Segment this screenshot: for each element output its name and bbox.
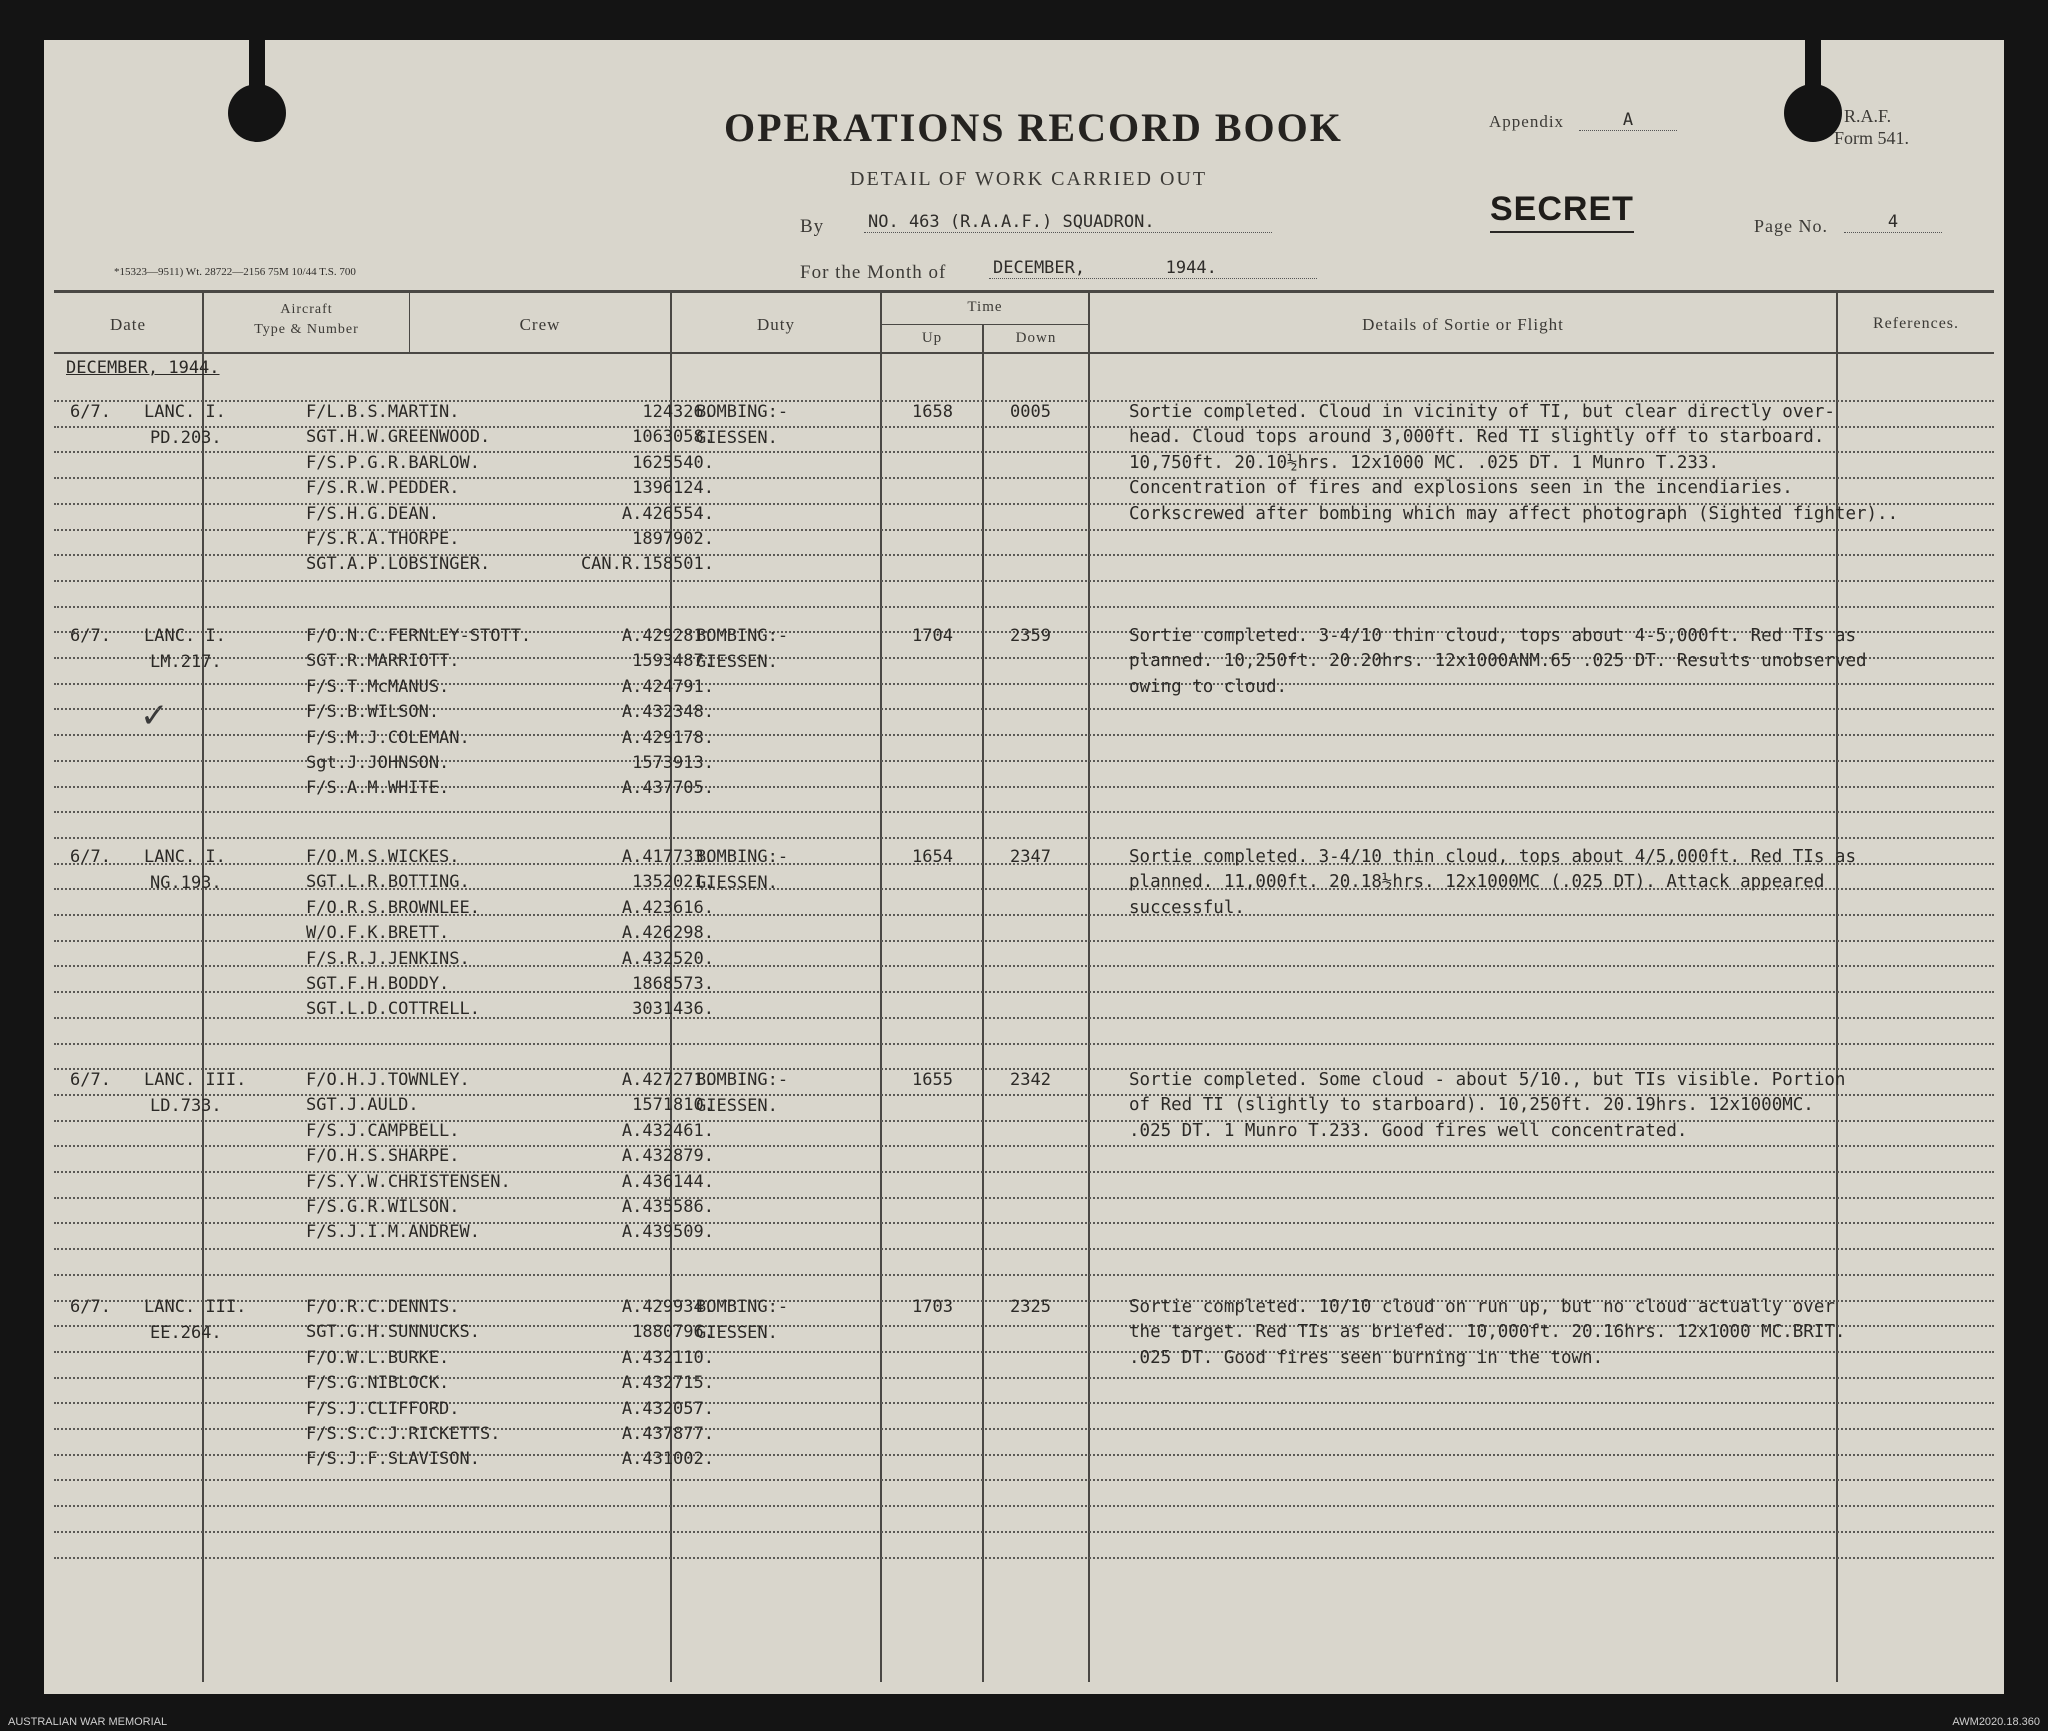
crew-name: F/S.R.A.THORPE.: [306, 529, 460, 549]
ruled-line: [54, 1043, 1994, 1045]
raf-label: R.A.F.: [1844, 106, 1892, 126]
time-subrule: [880, 324, 1088, 325]
sortie-detail-line: Sortie completed. 10/10 cloud on run up, but no cloud actually over: [1129, 1297, 1835, 1317]
crew-name: F/S.S.C.J.RICKETTS.: [306, 1424, 501, 1444]
crew-service-number: A.426298.: [621, 923, 714, 944]
crew-name: F/S.J.CLIFFORD.: [306, 1398, 460, 1419]
crew-name: SGT.F.H.BODDY.: [306, 974, 450, 994]
aircraft-type: LANC. I.: [144, 402, 226, 422]
crew-name: SGT.A.P.LOBSINGER.: [306, 554, 491, 575]
ruled-line: [54, 606, 1994, 608]
crew-service-number: 1352021.: [632, 872, 714, 893]
crew-name: F/S.J.I.M.ANDREW.: [306, 1222, 480, 1243]
sortie-detail-line: .025 DT. Good fires seen burning in the town.: [1129, 1347, 1604, 1368]
col-line-down: [1088, 292, 1090, 1682]
footer-left: AUSTRALIAN WAR MEMORIAL: [8, 1716, 168, 1728]
sortie-detail-line: Sortie completed. 3-4/10 thin cloud, tops about 4-5,000ft. Red TIs as: [1129, 626, 1856, 646]
crew-name: W/O.F.K.BRETT.: [306, 923, 450, 944]
form-subtitle: DETAIL OF WORK CARRIED OUT: [850, 168, 1208, 190]
sortie-detail-line: the target. Red TIs as briefed. 10,000ft. 20.16hrs. 12x1000 MC.BRIT.: [1129, 1322, 1846, 1343]
duty-line1: BOMBING:-: [696, 1297, 789, 1317]
ruled-line: [54, 1274, 1994, 1276]
crew-name: F/O.R.S.BROWNLEE.: [306, 897, 480, 918]
crew-service-number: 1897902.: [632, 529, 714, 549]
ruled-line: [54, 1248, 1994, 1250]
duty-line2: GIESSEN.: [696, 1096, 778, 1116]
crew-service-number: A.424791.: [621, 676, 714, 697]
crew-name: F/O.H.J.TOWNLEY.: [306, 1070, 470, 1090]
ruled-line: [54, 580, 1994, 582]
col-duty: Duty: [757, 315, 795, 334]
sortie-detail-line: .025 DT. 1 Munro T.233. Good fires well concentrated.: [1129, 1120, 1688, 1141]
crew-service-number: A.435586.: [621, 1197, 714, 1217]
crew-name: F/S.B.WILSON.: [306, 702, 440, 723]
aircraft-number: LM.217.: [150, 652, 222, 672]
crew-service-number: A.432461.: [621, 1120, 714, 1141]
ruled-line: [54, 1557, 1994, 1559]
crew-name: F/S.M.J.COLEMAN.: [306, 727, 470, 748]
crew-name: F/O.R.C.DENNIS.: [306, 1297, 460, 1317]
sortie-detail-line: Corkscrewed after bombing which may affect photograph (Sighted fighter)..: [1129, 503, 1899, 524]
col-aircraft-line2: Type & Number: [254, 322, 359, 337]
page-field: 4: [1844, 212, 1942, 233]
crew-service-number: A.429281.: [621, 626, 714, 646]
duty-line1: BOMBING:-: [696, 626, 789, 646]
col-crew: Crew: [519, 315, 561, 334]
crew-service-number: 1573913.: [632, 753, 714, 773]
crew-name: F/O.N.C.FERNLEY-STOTT.: [306, 626, 532, 646]
crew-service-number: CAN.R.158501.: [580, 554, 714, 575]
sortie-detail-line: of Red TI (slightly to starboard). 10,250ft. 20.19hrs. 12x1000MC.: [1129, 1095, 1814, 1116]
crew-name: F/O.H.S.SHARPE.: [306, 1146, 460, 1167]
crew-service-number: A.436144.: [621, 1171, 714, 1192]
crew-service-number: 1593487.: [632, 651, 714, 672]
crew-service-number: 1880796.: [632, 1322, 714, 1343]
time-up: 1654: [912, 847, 953, 867]
crew-service-number: 1868573.: [632, 974, 714, 994]
crew-service-number: A.431002.: [621, 1449, 714, 1470]
duty-line2: GIESSEN.: [696, 1323, 778, 1343]
time-down: 2342: [1010, 1070, 1051, 1090]
ruled-line: [54, 1479, 1994, 1481]
footer-right: AWM2020.18.360: [1952, 1716, 2040, 1728]
appendix-field: A: [1579, 110, 1677, 131]
aircraft-number: PD.203.: [150, 428, 222, 448]
form-title: OPERATIONS RECORD BOOK: [724, 105, 1343, 150]
crew-service-number: A.417733.: [621, 847, 714, 867]
aircraft-type: LANC. III.: [144, 1070, 247, 1090]
col-up: Up: [921, 330, 943, 346]
aircraft-type: LANC. I.: [144, 626, 226, 646]
crew-name: F/S.H.G.DEAN.: [306, 503, 440, 524]
crew-name: F/S.J.F.SLAVISON.: [306, 1449, 480, 1470]
sortie-detail-line: head. Cloud tops around 3,000ft. Red TI slightly off to starboard.: [1129, 427, 1825, 448]
sortie-detail-line: planned. 10,250ft. 20.20hrs. 12x1000ANM.65 .025 DT. Results unobserved: [1129, 651, 1867, 672]
duty-line2: GIESSEN.: [696, 873, 778, 893]
crew-name: SGT.R.MARRIOTT.: [306, 651, 460, 672]
crew-name: F/S.Y.W.CHRISTENSEN.: [306, 1171, 511, 1192]
time-up: 1704: [912, 626, 953, 646]
sortie-detail-line: successful.: [1129, 897, 1245, 918]
crew-service-number: 1396124.: [632, 478, 714, 499]
time-down: 2347: [1010, 847, 1051, 867]
crew-name: Sgt.J.JOHNSON.: [306, 753, 450, 773]
duty-line1: BOMBING:-: [696, 402, 789, 422]
col-down: Down: [1015, 330, 1057, 346]
page-label: Page No.: [1754, 216, 1828, 236]
sortie-detail-line: owing to cloud.: [1129, 676, 1288, 697]
sortie-detail-line: Sortie completed. Cloud in vicinity of TI, but clear directly over-: [1129, 402, 1835, 422]
time-down: 0005: [1010, 402, 1051, 422]
crew-name: F/S.J.CAMPBELL.: [306, 1120, 460, 1141]
sortie-detail-line: Sortie completed. Some cloud - about 5/10., but TIs visible. Portion: [1129, 1070, 1846, 1090]
col-date: Date: [109, 315, 147, 334]
crew-name: SGT.L.R.BOTTING.: [306, 872, 470, 893]
crew-name: F/S.T.McMANUS.: [306, 676, 450, 697]
entry-date: 6/7.: [70, 1070, 111, 1090]
entry-date: 6/7.: [70, 1297, 111, 1317]
sortie-detail-line: Sortie completed. 3-4/10 thin cloud, tops about 4/5,000ft. Red TIs as: [1129, 847, 1856, 867]
crew-service-number: A.429934.: [621, 1297, 714, 1317]
crew-service-number: 124326.: [642, 402, 714, 422]
by-label: By: [800, 216, 825, 237]
col-line-date: [202, 292, 204, 1682]
crew-service-number: A.429178.: [621, 727, 714, 748]
crew-service-number: A.432348.: [621, 702, 714, 723]
sortie-detail-line: 10,750ft. 20.10½hrs. 12x1000 MC. .025 DT. 1 Munro T.233.: [1129, 452, 1720, 473]
crew-name: SGT.H.W.GREENWOOD.: [306, 427, 491, 448]
aircraft-type: LANC. I.: [144, 847, 226, 867]
top-rule: [54, 290, 1994, 293]
check-mark: ✓: [140, 696, 169, 736]
crew-name: SGT.L.D.COTTRELL.: [306, 999, 480, 1020]
sortie-detail-line: Concentration of fires and explosions seen in the incendiaries.: [1129, 478, 1793, 499]
crew-name: F/O.W.L.BURKE.: [306, 1347, 450, 1368]
crew-service-number: A.432520.: [621, 948, 714, 969]
entry-date: 6/7.: [70, 402, 111, 422]
ruled-line: [54, 1505, 1994, 1507]
month-value: DECEMBER,: [993, 258, 1086, 278]
crew-service-number: A.432715.: [621, 1373, 714, 1394]
crew-name: F/S.A.M.WHITE.: [306, 778, 450, 799]
crew-service-number: A.426554.: [621, 503, 714, 524]
sortie-detail-line: planned. 11,000ft. 20.18½hrs. 12x1000MC (.025 DT). Attack appeared: [1129, 872, 1825, 893]
crew-service-number: A.432879.: [621, 1146, 714, 1167]
ruled-line: [54, 811, 1994, 813]
col-line-duty: [880, 292, 882, 1682]
crew-name: F/O.M.S.WICKES.: [306, 847, 460, 867]
squadron-field: NO. 463 (R.A.A.F.) SQUADRON.: [864, 212, 1272, 233]
punch-hole-left: [228, 84, 286, 142]
form-number: Form 541.: [1834, 128, 1910, 148]
crew-name: F/S.P.G.R.BARLOW.: [306, 452, 480, 473]
crew-name: F/S.R.W.PEDDER.: [306, 478, 460, 499]
time-up: 1655: [912, 1070, 953, 1090]
crew-service-number: 1063058.: [632, 427, 714, 448]
crew-service-number: A.423616.: [621, 897, 714, 918]
year-value: 1944.: [1165, 258, 1217, 278]
entry-date: 6/7.: [70, 626, 111, 646]
duty-line2: GIESSEN.: [696, 652, 778, 672]
col-aircraft-line1: Aircraft: [280, 302, 333, 317]
aircraft-number: NG.193.: [150, 873, 222, 893]
duty-line1: BOMBING:-: [696, 847, 789, 867]
crew-service-number: A.432110.: [621, 1347, 714, 1368]
duty-line2: GIESSEN.: [696, 428, 778, 448]
time-down: 2359: [1010, 626, 1051, 646]
crew-service-number: 1571810.: [632, 1095, 714, 1116]
crew-name: F/L.B.S.MARTIN.: [306, 402, 460, 422]
crew-name: F/S.G.NIBLOCK.: [306, 1373, 450, 1394]
time-up: 1658: [912, 402, 953, 422]
col-details: Details of Sortie or Flight: [1362, 315, 1564, 334]
crew-service-number: A.437705.: [621, 778, 714, 799]
appendix-label: Appendix: [1489, 112, 1565, 131]
header-bottom-rule: [54, 352, 1994, 354]
col-references: References.: [1872, 315, 1960, 332]
crew-service-number: 3031436.: [632, 999, 714, 1020]
month-field: [989, 258, 1317, 279]
crew-service-number: A.432057.: [621, 1398, 714, 1419]
punch-slot-right: [1805, 40, 1821, 86]
entry-date: 6/7.: [70, 847, 111, 867]
month-heading: DECEMBER, 1944.: [66, 358, 220, 378]
col-line-details: [1836, 292, 1838, 1682]
time-down: 2325: [1010, 1297, 1051, 1317]
ruled-line: [54, 1531, 1994, 1533]
record-sheet: [44, 40, 2004, 1694]
time-up: 1703: [912, 1297, 953, 1317]
crew-name: F/S.R.J.JENKINS.: [306, 948, 470, 969]
col-time: Time: [967, 299, 1003, 315]
crew-service-number: A.427271.: [621, 1070, 714, 1090]
aircraft-number: LD.733.: [150, 1096, 222, 1116]
month-label: For the Month of: [800, 262, 947, 283]
aircraft-type: LANC. III.: [144, 1297, 247, 1317]
aircraft-number: EE.264.: [150, 1323, 222, 1343]
crew-service-number: A.437877.: [621, 1424, 714, 1444]
print-code: *15323—9511) Wt. 28722—2156 75M 10/44 T.S. 700: [114, 266, 356, 278]
crew-name: F/S.G.R.WILSON.: [306, 1197, 460, 1217]
ruled-line: [54, 837, 1994, 839]
secret-stamp: SECRET: [1490, 190, 1634, 233]
duty-line1: BOMBING:-: [696, 1070, 789, 1090]
crew-name: SGT.J.AULD.: [306, 1095, 419, 1116]
punch-slot-left: [249, 40, 265, 86]
crew-service-number: A.439509.: [621, 1222, 714, 1243]
crew-service-number: 1625540.: [632, 452, 714, 473]
crew-name: SGT.G.H.SUNNUCKS.: [306, 1322, 480, 1343]
